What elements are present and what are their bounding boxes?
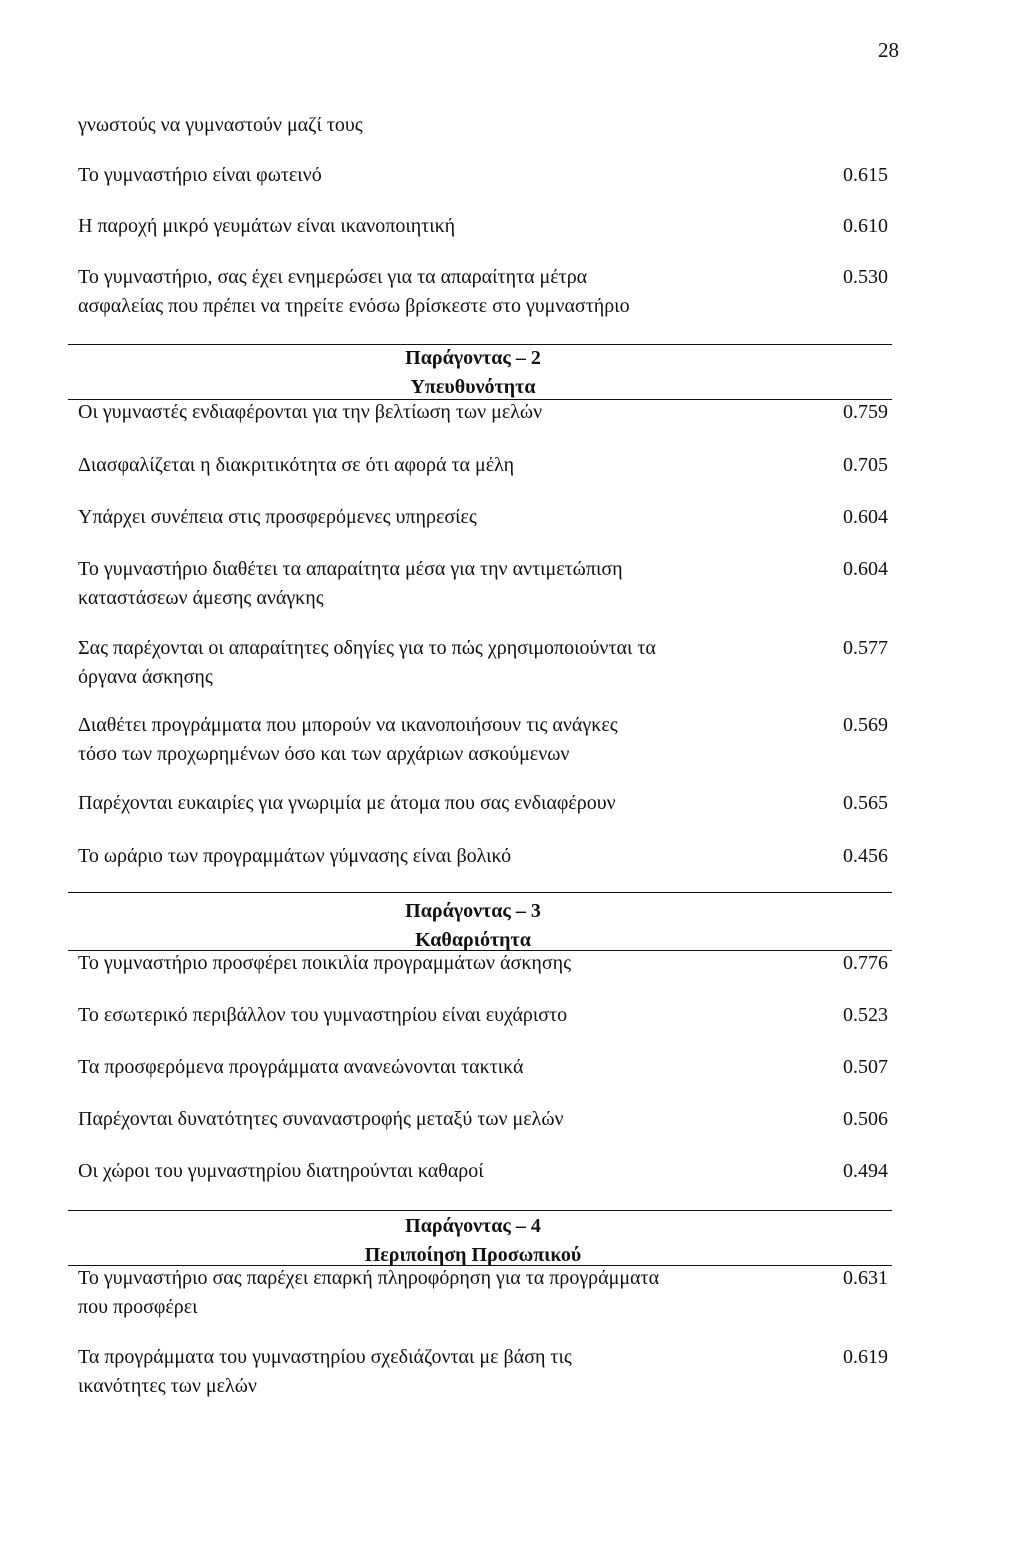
- item-text-line: που προσφέρει: [78, 1296, 198, 1318]
- item-text-line: Τα προγράμματα του γυμναστηρίου σχεδιάζονται με βάση τις: [78, 1346, 572, 1368]
- item-loading: 0.456: [843, 845, 888, 867]
- item-text-line: ασφαλείας που πρέπει να τηρείτε ενόσω βρίσκεστε στο γυμναστήριο: [78, 295, 630, 317]
- factor-2-name: Υπευθυνότητα: [410, 376, 536, 398]
- item-loading: 0.604: [843, 506, 888, 528]
- item-loading: 0.506: [843, 1108, 888, 1130]
- item-loading: 0.631: [843, 1267, 888, 1289]
- factor-4-name: Περιποίηση Προσωπικού: [364, 1244, 582, 1266]
- table-rule: [68, 892, 892, 893]
- item-text: Τα προσφερόμενα προγράμματα ανανεώνονται τακτικά: [78, 1056, 524, 1078]
- factor-2-title: Παράγοντας – 2: [405, 347, 541, 369]
- item-text: Παρέχονται δυνατότητες συναναστροφής μεταξύ των μελών: [78, 1108, 564, 1130]
- item-loading: 0.530: [843, 266, 888, 288]
- item-loading: 0.507: [843, 1056, 888, 1078]
- item-text: γνωστούς να γυμναστούν μαζί τους: [78, 114, 363, 136]
- item-loading: 0.523: [843, 1004, 888, 1026]
- item-loading: 0.610: [843, 215, 888, 237]
- item-text: [78, 711, 768, 769]
- factor-3-heading: [78, 897, 868, 955]
- factor-2-heading: [78, 344, 868, 402]
- item-text: Το ωράριο των προγραμμάτων γύμνασης είναι βολικό: [78, 845, 512, 867]
- item-text: Το γυμναστήριο είναι φωτεινό: [78, 164, 322, 186]
- item-loading: 0.776: [843, 952, 888, 974]
- item-loading: 0.705: [843, 454, 888, 476]
- item-loading: 0.577: [843, 637, 888, 659]
- item-loading: 0.619: [843, 1346, 888, 1368]
- item-text: [78, 1343, 768, 1401]
- item-text-line: Το γυμναστήριο σας παρέχει επαρκή πληροφόρηση για τα προγράμματα: [78, 1267, 660, 1289]
- item-loading: 0.569: [843, 714, 888, 736]
- item-text: [78, 1264, 768, 1322]
- item-loading: 0.565: [843, 792, 888, 814]
- item-loading: 0.759: [843, 401, 888, 423]
- item-text: Διασφαλίζεται η διακριτικότητα σε ότι αφορά τα μέλη: [78, 454, 515, 476]
- item-text-line: καταστάσεων άμεσης ανάγκης: [78, 587, 324, 609]
- item-text-line: όργανα άσκησης: [78, 666, 213, 688]
- item-text: Η παροχή μικρό γευμάτων είναι ικανοποιητική: [78, 215, 456, 237]
- item-text: Οι χώροι του γυμναστηρίου διατηρούνται καθαροί: [78, 1160, 484, 1182]
- item-loading: 0.494: [843, 1160, 888, 1182]
- item-text: Υπάρχει συνέπεια στις προσφερόμενες υπηρεσίες: [78, 506, 477, 528]
- item-text-line: ικανότητες των μελών: [78, 1375, 257, 1397]
- item-text: [78, 263, 768, 321]
- item-text-line: Το γυμναστήριο, σας έχει ενημερώσει για τα απαραίτητα μέτρα: [78, 266, 588, 288]
- item-text: [78, 634, 768, 692]
- item-text-line: Σας παρέχονται οι απαραίτητες οδηγίες για το πώς χρησιμοποιούνται τα: [78, 637, 656, 659]
- item-text-line: τόσο των προχωρημένων όσο και των αρχάριων ασκούμενων: [78, 743, 570, 765]
- item-loading: 0.615: [843, 164, 888, 186]
- item-text: Παρέχονται ευκαιρίες για γνωριμία με άτομα που σας ενδιαφέρουν: [78, 792, 616, 814]
- item-text-line: Το γυμναστήριο διαθέτει τα απαραίτητα μέσα για την αντιμετώπιση: [78, 558, 623, 580]
- table-rule: [68, 1210, 892, 1211]
- item-text: Το εσωτερικό περιβάλλον του γυμναστηρίου είναι ευχάριστο: [78, 1004, 568, 1026]
- item-text: Το γυμναστήριο προσφέρει ποικιλία προγραμμάτων άσκησης: [78, 952, 572, 974]
- item-text: Οι γυμναστές ενδιαφέρονται για την βελτίωση των μελών: [78, 401, 543, 423]
- factor-3-name: Καθαριότητα: [415, 929, 531, 951]
- factor-4-heading: [78, 1212, 868, 1270]
- factor-3-title: Παράγοντας – 3: [405, 900, 541, 922]
- item-text: [78, 555, 768, 613]
- item-loading: 0.604: [843, 558, 888, 580]
- item-text-line: Διαθέτει προγράμματα που μπορούν να ικανοποιήσουν τις ανάγκες: [78, 714, 618, 736]
- page-number: 28: [878, 38, 899, 62]
- factor-4-title: Παράγοντας – 4: [405, 1215, 541, 1237]
